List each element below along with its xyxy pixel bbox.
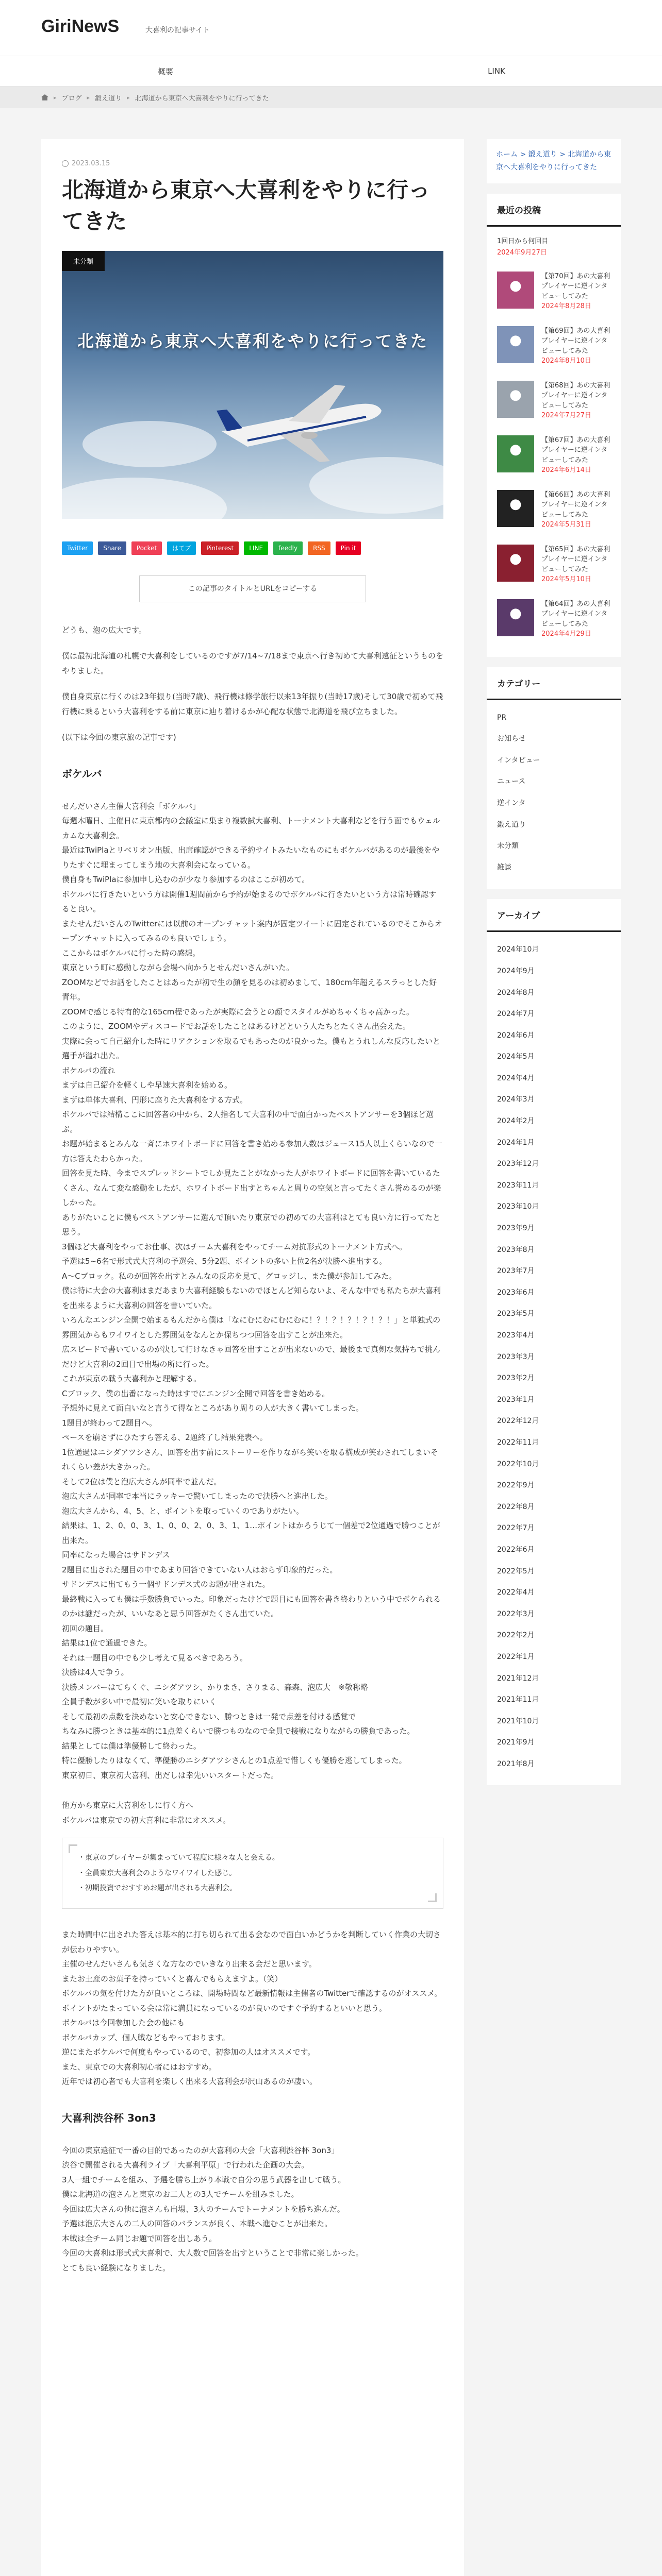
paragraph: 決勝は4人で争う。 bbox=[62, 1668, 129, 1677]
paragraph: ボケルバは東京での初大喜利に非常にオススメ。 bbox=[62, 1815, 231, 1825]
recent-post-item[interactable] bbox=[487, 483, 621, 537]
paragraph: そして最初の点数を決めないと安心できない、勝つときは一発で点差を付ける感覚で bbox=[62, 1711, 356, 1721]
cloud-shape bbox=[82, 421, 217, 467]
archive-link[interactable]: 2023年2月 bbox=[497, 1374, 535, 1383]
paragraph: ボケルバは今回参加した会の他にも bbox=[62, 2018, 185, 2028]
paragraph: そして2位は僕と泡広大さんが同率で並んだ。 bbox=[62, 1477, 222, 1486]
section-heading: 大喜利渋谷杯 3on3 bbox=[62, 2111, 156, 2124]
archive-link[interactable]: 2024年8月 bbox=[497, 988, 535, 997]
paragraph: 決勝メンバーはてらくぐ、ニシダアツシ、かりまき、さりまる、森森、泡広大 ※敬称略 bbox=[62, 1682, 368, 1692]
recent-post-text bbox=[541, 381, 610, 421]
paragraph: ボケルバでは結構ここに回答者の中から、2人指名して大喜利の中で面白かったベストアンサーを3個ほど選ぶ。 bbox=[62, 1110, 434, 1134]
share-button-feedly[interactable]: feedly bbox=[273, 541, 303, 555]
breadcrumb-current: 北海道から東京へ大喜利をやりに行ってきた bbox=[135, 94, 269, 103]
paragraph: 最近はTwiPlaとリベリオン出版、出席確認ができる予約サイトみたいなものにもボケルバがあるのが最後をやりたすぐに埋まってしまう地の大喜利会になっている。 bbox=[62, 845, 440, 870]
category-link[interactable]: PR bbox=[497, 713, 507, 722]
paragraph: お題が始まるとみんな一斉にホワイトボードに回答を書き始める参加人数はジュース15人以上くらいなので一方は答えたわらかった。 bbox=[62, 1139, 442, 1163]
paragraph: ボケルバカップ、個人戦などもやっております。 bbox=[62, 2032, 230, 2042]
post-thumbnail[interactable] bbox=[497, 272, 534, 309]
paragraph: 実際に会って自己紹介した時にリアクションを取るでもあったのが良かった。僕もとうれしんな反応したいと選手が溢れ出た。 bbox=[62, 1036, 440, 1061]
archive-link[interactable]: 2021年11月 bbox=[497, 1696, 539, 1704]
post-thumbnail[interactable] bbox=[497, 435, 534, 472]
archive-link[interactable]: 2023年11月 bbox=[497, 1181, 539, 1190]
recent-post-item[interactable] bbox=[487, 264, 621, 319]
paragraph: 主催のせんだいさんも気さくな方なのでいきなり出来る会だと思います。 bbox=[62, 1959, 317, 1969]
paragraph: これが東京の戦う大喜利かと理解する。 bbox=[62, 1374, 202, 1384]
quote-box bbox=[62, 1838, 443, 1909]
paragraph: 泡広大さんが同率で本当にラッキーで驚いてしまったので決勝へと進出した。 bbox=[62, 1492, 333, 1501]
paragraph: 予想外に見えて面白いなと言うて得なところがあり周りの人が大きく書いてしまった。 bbox=[62, 1403, 364, 1413]
paragraph: 渋谷で開催される大喜利ライブ「大喜利平原」で行われた企画の大会。 bbox=[62, 2160, 309, 2170]
recent-post-title[interactable]: 【第68回】あの大喜利プレイヤーに逆インタビューしてみた bbox=[541, 381, 610, 410]
breadcrumb-item[interactable]: ブログ bbox=[61, 94, 82, 103]
category-link[interactable]: 逆インタ bbox=[497, 799, 526, 807]
paragraph: (以下は今回の東京旅の記事です) bbox=[62, 733, 176, 742]
paragraph: どうも、泡の広大です。 bbox=[62, 625, 146, 635]
recent-post-item[interactable] bbox=[487, 428, 621, 483]
post-thumbnail[interactable] bbox=[497, 545, 534, 582]
archive-link[interactable]: 2023年6月 bbox=[497, 1288, 535, 1297]
paragraph: 僕は特に大会の大喜利はまだあまり大喜利経験もないのでほとんど知らないよ、そんな中でも私たちが大喜利を出来るように大喜利の回答を書いていた。 bbox=[62, 1286, 441, 1310]
archive-link[interactable]: 2024年9月 bbox=[497, 967, 535, 975]
sidebar bbox=[487, 139, 621, 2576]
archive-link[interactable]: 2021年10月 bbox=[497, 1717, 539, 1725]
share-button-line[interactable]: LINE bbox=[244, 541, 268, 555]
paragraph: ありがたいことに僕もベストアンサーに選んで頂いたり東京での初めての大喜利はとても良い方に行ってたと思う。 bbox=[62, 1212, 440, 1237]
paragraph: 逆にまたボケルバで何度もやっているので、初参加の人はオススメです。 bbox=[62, 2047, 316, 2057]
paragraph: ZOOMで感じる特有的な165cm程であったが実際に会うとの顔でスタイルがめちゃくちゃ高かった。 bbox=[62, 1007, 414, 1016]
share-button-share[interactable]: Share bbox=[98, 541, 126, 555]
archive-link[interactable]: 2023年7月 bbox=[497, 1267, 535, 1276]
recent-post-item[interactable] bbox=[487, 537, 621, 592]
hero-title: 北海道から東京へ大喜利をやりに行ってきた bbox=[77, 331, 428, 351]
archive-link[interactable]: 2023年8月 bbox=[497, 1245, 535, 1254]
category-link[interactable]: お知らせ bbox=[497, 735, 526, 743]
cloud-shape bbox=[62, 478, 227, 519]
content-container bbox=[41, 139, 621, 2576]
paragraph: 1題目が終わって2題目へ。 bbox=[62, 1418, 157, 1428]
article bbox=[41, 139, 464, 2576]
recent-posts-widget bbox=[487, 194, 621, 656]
share-button-[interactable]: はてブ bbox=[167, 541, 196, 555]
paragraph: 近年では初心者でも大喜利を楽しく出来る大喜利会が沢山あるのが凄い。 bbox=[62, 2077, 318, 2087]
archive-link[interactable]: 2022年1月 bbox=[497, 1652, 535, 1661]
paragraph: 結果は1位で通過できた。 bbox=[62, 1638, 152, 1648]
recent-post-date: 2024年5月10日 bbox=[541, 575, 591, 584]
paragraph: またお土産のお菓子を持っていくと喜んでもらえますよ。（笑） bbox=[62, 1974, 283, 1984]
paragraph: 本戦は全チーム同じお題で回答を出しあう。 bbox=[62, 2233, 217, 2243]
share-buttons bbox=[62, 541, 443, 555]
paragraph: 僕は北海道の泡さんと東京のお二人との3人でチームを組みました。 bbox=[62, 2190, 299, 2199]
category-link[interactable]: 雑談 bbox=[497, 863, 511, 872]
category-widget bbox=[487, 667, 621, 889]
site-logo[interactable]: GiriNewS bbox=[41, 16, 120, 36]
recent-post-item[interactable] bbox=[487, 374, 621, 428]
paragraph: ちなみに勝つときは基本的に1点差くらいで勝つものなので全員で接戦になりながらの勝負であった。 bbox=[62, 1726, 415, 1736]
paragraph: ボケルバの気を付けた方が良いところは、開場時間など最新情報は主催者のTwitterで確認するのがオススメ。 bbox=[62, 1989, 442, 1998]
quote-line: ・東京のプレイヤーが集まっていて程度に様々な人と会える。 bbox=[78, 1854, 279, 1862]
archive-link[interactable]: 2022年3月 bbox=[497, 1609, 535, 1618]
paragraph: 3個ほど大喜利をやってお仕事、次はチーム大喜利をやってチーム対抗形式のトーナメント方式へ。 bbox=[62, 1242, 407, 1251]
category-link[interactable]: 未分類 bbox=[497, 842, 519, 851]
post-thumbnail[interactable] bbox=[497, 326, 534, 363]
recent-post-text bbox=[541, 490, 610, 530]
sidebar-breadcrumb[interactable]: ホーム > 鍛え道り > 北海道から東京へ大喜利をやりに行ってきた bbox=[487, 139, 621, 183]
paragraph: また、東京での大喜利初心者にはおすすめ。 bbox=[62, 2062, 217, 2072]
archive-link[interactable]: 2023年12月 bbox=[497, 1160, 539, 1168]
paragraph: 僕自身東京に行くのは23年振り(当時7歳)、飛行機は修学旅行以来13年振り(当時17歳)そして30歳で初めて飛行機に乗るという大喜利をする前に東京に辿り着けるかが心配な状態で北海道を飛び立ちました。 bbox=[62, 692, 443, 716]
nav-item-link[interactable]: LINK bbox=[488, 66, 505, 76]
paragraph: 3人一組でチームを組み、予選を勝ち上がり本戦で自分の思う武器を出して戦う。 bbox=[62, 2175, 346, 2184]
share-button-twitter[interactable]: Twitter bbox=[62, 541, 93, 555]
site-header bbox=[0, 0, 662, 56]
recent-post-text bbox=[541, 435, 610, 476]
hero-image bbox=[62, 251, 443, 519]
archive-link[interactable]: 2021年9月 bbox=[497, 1738, 535, 1747]
archive-link[interactable]: 2022年5月 bbox=[497, 1567, 535, 1575]
paragraph: 予選は泡広大さんの二人の回答のバランスが良く、本戦へ進むことが出来た。 bbox=[62, 2219, 333, 2229]
archive-link[interactable]: 2023年3月 bbox=[497, 1352, 535, 1361]
archive-link[interactable]: 2024年2月 bbox=[497, 1117, 535, 1126]
page-title: 北海道から東京へ大喜利をやりに行ってきた bbox=[62, 178, 431, 233]
archive-link[interactable]: 2022年8月 bbox=[497, 1502, 535, 1511]
paragraph: 特に優勝したりはなくて、準優勝のニシダアツシさんとの1点差で惜しくも優勝を逃してしまった。 bbox=[62, 1756, 407, 1766]
recent-post-text bbox=[541, 272, 610, 312]
recent-post-title[interactable]: 【第69回】あの大喜利プレイヤーに逆インタビューしてみた bbox=[541, 327, 610, 355]
paragraph: 今回の大喜利は形式式大喜利で、大人数で回答を出すということで非常に楽しかった。 bbox=[62, 2248, 363, 2258]
paragraph: ZOOMなどでお話をしたことはあったが初で生の顔を見るのは初めまして、180cm年超えるスラっとした好青年。 bbox=[62, 977, 437, 1002]
paragraph: 同率になった場合はサドンデス bbox=[62, 1550, 170, 1560]
paragraph: 最終戦に入っても僕は手数勝負でいった。印象だったけどで題目にも回答を書き終わりという中でボケられるのかは謎だったが、いいなあと思う回答がたくさん出ていた。 bbox=[62, 1594, 441, 1619]
archive-link[interactable]: 2022年7月 bbox=[497, 1524, 535, 1533]
recent-post-date: 2024年8月28日 bbox=[541, 302, 591, 311]
paragraph: まずは単体大喜利、円形に座りた大喜利をする方式。 bbox=[62, 1095, 248, 1105]
paragraph: 他方から東京に大喜利をしに行く方へ bbox=[62, 1801, 194, 1810]
archive-link[interactable]: 2023年5月 bbox=[497, 1310, 535, 1318]
archive-link[interactable]: 2023年4月 bbox=[497, 1331, 535, 1340]
paragraph: ペースを崩さずにひたすら答える、2題終了し結果発表へ。 bbox=[62, 1433, 268, 1443]
home-icon[interactable] bbox=[41, 94, 48, 100]
paragraph: 今回は広大さんの他に泡さんも出場、3人のチームでトーナメントを勝ち進んだ。 bbox=[62, 2204, 345, 2214]
paragraph: また時間中に出された答えは基本的に打ち切られて出る会なので面白いかどうかを判断していく作業の大切さが伝わりやすい。 bbox=[62, 1930, 441, 1954]
paragraph: せんだいさん主催大喜利会「ボケルバ」 bbox=[62, 801, 201, 811]
share-button-pocket[interactable]: Pocket bbox=[131, 541, 162, 555]
chevron-right-icon: ▸ bbox=[87, 94, 90, 101]
site-tagline: 大喜利の記事サイト bbox=[145, 26, 210, 35]
paragraph: 今回の東京遠征で一番の目的であったのが大喜利の大会「大喜利渋谷杯 3on3」 bbox=[62, 2145, 339, 2155]
recent-post-title[interactable]: 【第70回】あの大喜利プレイヤーに逆インタビューしてみた bbox=[541, 272, 610, 300]
widget-title: カテゴリー bbox=[487, 667, 621, 700]
chevron-right-icon: ▸ bbox=[54, 94, 57, 101]
paragraph: 僕自身もTwiPlaに参加申し込むのが少なり参加するのはここが初めて。 bbox=[62, 875, 310, 885]
archive-link[interactable]: 2024年6月 bbox=[497, 1031, 535, 1040]
paragraph: 泡広大さんから、4、5、と、ポイントを取っていくのでありがたい。 bbox=[62, 1506, 304, 1516]
paragraph: まずは自己紹介を軽くしや早速大喜利を始める。 bbox=[62, 1080, 233, 1090]
recent-post-date: 2024年6月14日 bbox=[541, 466, 591, 474]
recent-post-title[interactable]: 【第67回】あの大喜利プレイヤーに逆インタビューしてみた bbox=[541, 436, 610, 464]
recent-post-item[interactable] bbox=[487, 592, 621, 647]
recent-post-date: 2024年9月27日 bbox=[497, 249, 547, 257]
paragraph: 結果は、1、2、0、0、3、1、0、0、2、0、3、1、1…ポイントはかろうじて一個差で2位通過で勝つことが出来た。 bbox=[62, 1521, 440, 1545]
archive-link[interactable]: 2023年1月 bbox=[497, 1395, 535, 1404]
archive-link[interactable]: 2022年4月 bbox=[497, 1588, 535, 1597]
paragraph: Cブロック、僕の出番になった時はすでにエンジン全開で回答を書き始める。 bbox=[62, 1388, 330, 1398]
paragraph: いろんなエンジン全開で始まるもんだから僕は「なにむにむにむにむに！？！？！？！？！？！」と単独式の雰囲気からもワイワイとした雰囲気をなんとか保ちつつ回答を出すことが出来た。 bbox=[62, 1315, 441, 1340]
recent-post-date: 2024年7月27日 bbox=[541, 412, 591, 420]
archive-link[interactable]: 2022年12月 bbox=[497, 1417, 539, 1426]
recent-post-date: 2024年8月10日 bbox=[541, 357, 591, 365]
recent-post-date: 2024年5月31日 bbox=[541, 521, 591, 529]
paragraph: ここからはボケルバに行った時の感想。 bbox=[62, 948, 201, 958]
paragraph: とても良い経験になりました。 bbox=[62, 2263, 171, 2273]
paragraph: 毎週木曜日、主催日に東京都内の会議室に集まり複数試大喜利、トーナメント大喜利などを行う面でもウェルカムな大喜利会。 bbox=[62, 816, 440, 840]
category-badge[interactable]: 未分類 bbox=[62, 251, 105, 271]
paragraph: このように、ZOOMやディスコードでお話をしたことはあるけどという人たちとたくさん出会えた。 bbox=[62, 1022, 410, 1031]
recent-post-title[interactable]: 1回日から何回目 bbox=[497, 238, 549, 246]
quote-line: ・全員東京大喜利会のようなワイワイした感じ。 bbox=[78, 1869, 237, 1877]
airplane-icon bbox=[217, 375, 387, 467]
post-thumbnail[interactable] bbox=[497, 599, 534, 636]
paragraph: サドンデスに出てもう一個サドンデス式のお題が出された。 bbox=[62, 1580, 270, 1589]
paragraph: 東京初日、東京初大喜利、出だしは幸先いいスタートだった。 bbox=[62, 1770, 279, 1780]
archive-link[interactable]: 2024年4月 bbox=[497, 1074, 535, 1082]
post-thumbnail[interactable] bbox=[497, 490, 534, 527]
share-button-pinterest[interactable]: Pinterest bbox=[201, 541, 239, 555]
clock-icon bbox=[62, 160, 69, 167]
recent-post-title[interactable]: 【第64回】あの大喜利プレイヤーに逆インタビューしてみた bbox=[541, 600, 610, 628]
archive-link[interactable]: 2024年1月 bbox=[497, 1138, 535, 1147]
copy-title-url-button[interactable]: この記事のタイトルとURLをコピーする bbox=[139, 575, 366, 602]
recent-post-date: 2024年4月29日 bbox=[541, 630, 591, 638]
archive-link[interactable]: 2022年6月 bbox=[497, 1545, 535, 1554]
global-nav bbox=[0, 56, 662, 87]
archive-link[interactable]: 2024年7月 bbox=[497, 1010, 535, 1019]
post-date bbox=[62, 160, 443, 167]
paragraph: A〜Cブロック。私のが回答を出すとみんなの反応を見て、グロッジし、また僕が参加してみた。 bbox=[62, 1271, 397, 1281]
post-thumbnail[interactable] bbox=[497, 381, 534, 418]
paragraph: 2題目に出された題目の中であまり回答できていない人はおらず印象的だった。 bbox=[62, 1565, 338, 1574]
archive-link[interactable]: 2021年12月 bbox=[497, 1674, 539, 1683]
archive-link[interactable]: 2022年11月 bbox=[497, 1438, 539, 1447]
paragraph: 全員手数が多い中で最初に笑いを取りにいく bbox=[62, 1697, 217, 1707]
paragraph: 初回の題目。 bbox=[62, 1623, 109, 1633]
archive-widget bbox=[487, 899, 621, 1785]
paragraph: それは一題目の中でも少し考えて見るべきであろう。 bbox=[62, 1653, 248, 1663]
widget-title: 最近の投稿 bbox=[487, 194, 621, 227]
recent-post-text bbox=[541, 326, 610, 366]
archive-link[interactable]: 2023年10月 bbox=[497, 1202, 539, 1211]
category-link[interactable]: 鍛え道り bbox=[497, 820, 526, 829]
archive-link[interactable]: 2023年9月 bbox=[497, 1224, 535, 1233]
chevron-right-icon: ▸ bbox=[127, 94, 130, 101]
recent-post-title[interactable]: 【第66回】あの大喜利プレイヤーに逆インタビューしてみた bbox=[541, 490, 610, 519]
recent-post-text-item[interactable] bbox=[487, 234, 621, 264]
post-date-text: 2023.03.15 bbox=[72, 160, 110, 167]
archive-link[interactable]: 2024年5月 bbox=[497, 1053, 535, 1061]
archive-link[interactable]: 2022年10月 bbox=[497, 1460, 539, 1468]
category-link[interactable]: インタビュー bbox=[497, 756, 540, 765]
paragraph: 僕は最初北海道の札幌で大喜利をしているのですが7/14~7/18まで東京へ行き初めて大喜利遠征というものをやりました。 bbox=[62, 651, 443, 675]
article-body bbox=[62, 623, 443, 2276]
paragraph: 予選は5~6名で形式式大喜利の予選会、5分2題、ポイントの多い上位2名が決勝へ進出する。 bbox=[62, 1257, 387, 1266]
widget-title: アーカイブ bbox=[487, 899, 621, 932]
paragraph: またせんだいさんのTwitterには以前のオープンチャット案内が固定ツイートに固定されているのでそこからオープンチャットに入ってみるのも良いでしょう。 bbox=[62, 919, 442, 943]
recent-post-text bbox=[541, 545, 610, 585]
paragraph: ボケルバに行きたいという方は開催1週間前から予約が始まるのでボケルバに行きたいという方は常時確認すると良い。 bbox=[62, 889, 436, 914]
category-link[interactable]: ニュース bbox=[497, 777, 526, 786]
paragraph: 東京という町に感動しながら会場へ向かうとせんだいさんがいた。 bbox=[62, 963, 294, 973]
paragraph: 回答を見た時、今までスプレッドシートでしか見たことがなかった人がホワイトボードに回答を書いているたくさん、なんて変な感動をしたが、ホワイトボード出すとちゃんと周りの空気と言ってたくさん誉めるのが楽しかった。 bbox=[62, 1168, 441, 1208]
paragraph: 結果としては僕は準優勝して終わった。 bbox=[62, 1741, 201, 1751]
archive-link[interactable]: 2024年10月 bbox=[497, 945, 539, 954]
breadcrumb bbox=[0, 87, 662, 108]
paragraph: 1位通過はニシダアツシさん、回答を出す前にストーリーを作りながら笑いを取る構成が笑わされてしまいそれくらい差が大きかった。 bbox=[62, 1447, 438, 1472]
breadcrumb-item[interactable]: 鍛え道り bbox=[95, 94, 122, 103]
nav-item-overview[interactable]: 概要 bbox=[157, 66, 173, 76]
archive-link[interactable]: 2021年8月 bbox=[497, 1759, 535, 1768]
paragraph: ポイントがたまっている会は常に満員になっているのが良いのですぐ予約するといいと思う。 bbox=[62, 2003, 387, 2013]
share-button-rss[interactable]: RSS bbox=[308, 541, 330, 555]
archive-link[interactable]: 2024年3月 bbox=[497, 1095, 535, 1104]
paragraph: ボケルバの流れ bbox=[62, 1065, 115, 1075]
share-button-pinit[interactable]: Pin it bbox=[336, 541, 361, 555]
quote-line: ・初期投資でおすすめお題が出される大喜利会。 bbox=[78, 1884, 237, 1893]
paragraph: 広スピードで書いているのが決して行けなきゃ回答を出すことが出来ないので、最後まで真剣な気持ちで挑んだけど大喜利の2回目で出場の所に行った。 bbox=[62, 1345, 440, 1369]
recent-post-item[interactable] bbox=[487, 319, 621, 374]
recent-post-text bbox=[541, 599, 610, 639]
section-heading: ボケルバ bbox=[62, 767, 102, 780]
archive-link[interactable]: 2022年9月 bbox=[497, 1481, 535, 1490]
archive-link[interactable]: 2022年2月 bbox=[497, 1631, 535, 1640]
recent-post-title[interactable]: 【第65回】あの大喜利プレイヤーに逆インタビューしてみた bbox=[541, 545, 610, 573]
